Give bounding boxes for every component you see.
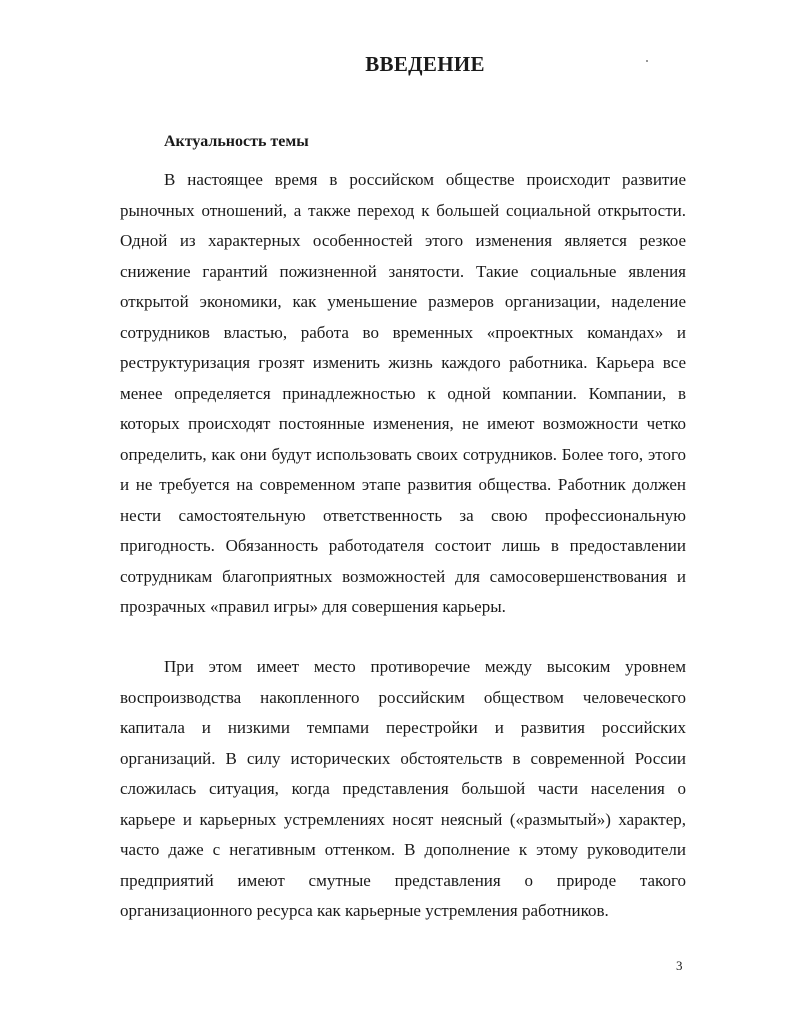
- section-heading: Актуальность темы: [164, 133, 309, 150]
- paragraph-1: В настоящее время в российском обществе происходит развитие рыночных отношений, а также переход к большей социальной открытости. Одной из характерных особенностей этого изменения является резкое снижение гарантий пожизненной занятости. Такие социальные явления открытой экономики, как уменьшение размеров организации, наделение сотрудников властью, работа во временных «проектных командах» и реструктуризация грозят изменить жизнь каждого работника. Карьера все менее определяется принадлежностью к одной компании. Компании, в которых происходят постоянные изменения, не имеют возможности четко определить, как они будут использовать своих сотрудников. Более того, этого и не требуется на современном этапе развития общества. Работник должен нести самостоятельную ответственность за свою профессиональную пригодность. Обязанность работодателя состоит лишь в предоставлении сотрудникам благоприятных возможностей для самосовершенствования и прозрачных «правил игры» для совершения карьеры.: [120, 170, 686, 616]
- page-number: 3: [676, 958, 683, 973]
- page-title: ВВЕДЕНИЕ: [365, 52, 485, 76]
- paragraph-2: При этом имеет место противоречие между высоким уровнем воспроизводства накопленного российским обществом человеческого капитала и низкими темпами перестройки и развития российских организаций. В силу исторических обстоятельств в современной России сложилась ситуация, когда представления большой части населения о карьере и карьерных устремлениях носят неясный («размытый») характер, часто даже с негативным оттенком. В дополнение к этому руководители предприятий имеют смутные представления о природе такого организационного ресурса как карьерные устремления работников.: [120, 657, 686, 920]
- scan-speck: [646, 60, 648, 62]
